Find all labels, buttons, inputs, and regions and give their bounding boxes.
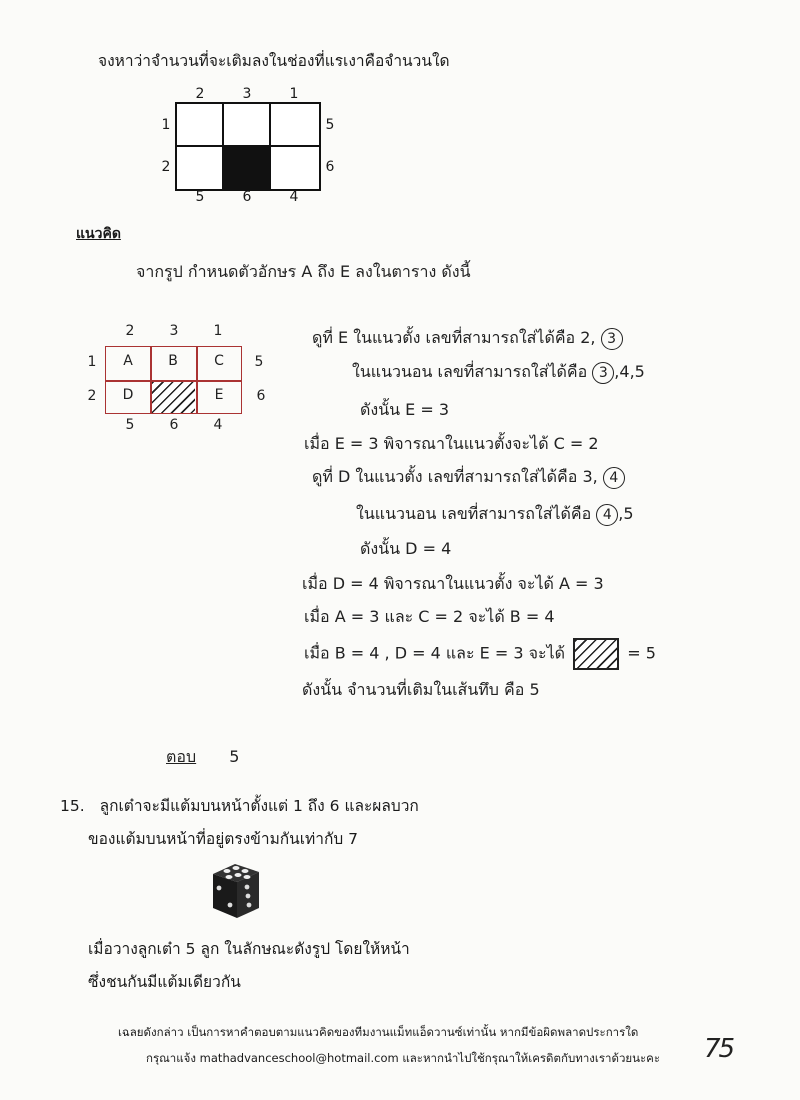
grid-cell bbox=[175, 145, 225, 191]
reasoning-line bbox=[356, 502, 634, 527]
circled-number: 4 bbox=[596, 504, 618, 526]
sketch-left-clue: 1 bbox=[87, 354, 97, 370]
sketch-right-clue: 6 bbox=[256, 388, 266, 404]
footer-note: เฉลยดังกล่าว เป็นการหาคำตอบตามแนวคิดของทีมงานแม็ทแอ็ดวานซ์เท่านั้น หากมีข้อผิดพลาดประการใด bbox=[118, 1025, 639, 1039]
reasoning-text: = 5 bbox=[627, 643, 656, 663]
bottom-clue: 5 bbox=[195, 189, 205, 205]
top-clue: 2 bbox=[195, 86, 205, 102]
reasoning-line: ดังนั้น จำนวนที่เติมในเส้นทึบ คือ 5 bbox=[302, 680, 540, 699]
reasoning-line: เมื่อ E = 3 พิจารณาในแนวตั้งจะได้ C = 2 bbox=[304, 434, 599, 453]
top-clue: 3 bbox=[242, 86, 252, 102]
reasoning-text: ดูที่ E ในแนวตั้ง เลขที่สามารถใส่ได้คือ 2, bbox=[312, 328, 596, 347]
page-number: 75 bbox=[704, 1034, 734, 1064]
sketch-bottom-clue: 5 bbox=[125, 417, 135, 433]
sketch-left-clue: 2 bbox=[87, 388, 97, 404]
right-clue: 6 bbox=[325, 159, 335, 175]
cell-letter: E bbox=[214, 387, 224, 403]
reasoning-text: ดูที่ D ในแนวตั้ง เลขที่สามารถใส่ได้คือ 3, bbox=[312, 467, 598, 486]
question-line: ลูกเต๋าจะมีแต้มบนหน้าตั้งแต่ 1 ถึง 6 และผลบวก bbox=[99, 797, 419, 815]
reasoning-line bbox=[352, 360, 645, 385]
reasoning-line bbox=[312, 465, 625, 490]
circled-number: 4 bbox=[603, 467, 625, 489]
bottom-clue: 4 bbox=[289, 189, 299, 205]
cell-letter: A bbox=[123, 353, 133, 369]
grid-cell bbox=[222, 102, 272, 148]
question-line: ของแต้มบนหน้าที่อยู่ตรงข้ามกันเท่ากับ 7 bbox=[88, 830, 358, 848]
sketch-top-clue: 1 bbox=[213, 323, 223, 339]
cell-letter: B bbox=[168, 353, 178, 369]
bottom-clue: 6 bbox=[242, 189, 252, 205]
question-line: เมื่อวางลูกเต๋า 5 ลูก ในลักษณะดังรูป โดยให้หน้า bbox=[88, 940, 410, 958]
sketch-bottom-clue: 6 bbox=[169, 417, 179, 433]
die-icon bbox=[205, 860, 265, 922]
intro-line: จากรูป กำหนดตัวอักษร A ถึง E ลงในตาราง ดังนี้ bbox=[136, 262, 471, 281]
shaded-cell bbox=[222, 145, 272, 191]
reasoning-text: ในแนวนอน เลขที่สามารถใส่ได้คือ bbox=[356, 504, 592, 523]
question-text: จงหาว่าจำนวนที่จะเติมลงในช่องที่แรเงาคือจำนวนใด bbox=[98, 52, 450, 70]
cell-letter: C bbox=[214, 353, 224, 369]
answer-label: ตอบ bbox=[166, 747, 197, 766]
reasoning-line: ดังนั้น D = 4 bbox=[360, 539, 452, 558]
question-15 bbox=[60, 793, 419, 818]
reasoning-text: เมื่อ B = 4 , D = 4 และ E = 3 จะได้ bbox=[304, 643, 566, 663]
reasoning-line: ดังนั้น E = 3 bbox=[360, 400, 450, 419]
question-line: ซึ่งชนกันมีแต้มเดียวกัน bbox=[88, 973, 241, 991]
right-clue: 5 bbox=[325, 117, 335, 133]
reasoning-line: เมื่อ D = 4 พิจารณาในแนวตั้ง จะได้ A = 3 bbox=[302, 574, 604, 593]
solution-heading: แนวคิด bbox=[76, 226, 121, 242]
circled-number: 3 bbox=[592, 362, 614, 384]
left-clue: 2 bbox=[161, 159, 171, 175]
reasoning-text: ,4,5 bbox=[614, 362, 645, 381]
sketch-top-clue: 2 bbox=[125, 323, 135, 339]
grid-cell bbox=[269, 102, 321, 148]
top-clue: 1 bbox=[289, 86, 299, 102]
reasoning-line: เมื่อ A = 3 และ C = 2 จะได้ B = 4 bbox=[304, 607, 555, 626]
sketch-bottom-clue: 4 bbox=[213, 417, 223, 433]
footer-contact: กรุณาแจ้ง mathadvanceschool@hotmail.com และหากนำไปใช้กรุณาให้เครดิตกับทางเราด้วยนะคะ bbox=[146, 1051, 661, 1065]
grid-cell bbox=[269, 145, 321, 191]
hatched-cell bbox=[152, 382, 195, 413]
reasoning-text: ในแนวนอน เลขที่สามารถใส่ได้คือ bbox=[352, 362, 588, 381]
reasoning-line bbox=[304, 638, 656, 670]
reasoning-text: ,5 bbox=[618, 504, 634, 523]
reasoning-line bbox=[312, 326, 623, 351]
answer-value: 5 bbox=[229, 747, 240, 766]
sketch-right-clue: 5 bbox=[254, 354, 264, 370]
circled-number: 3 bbox=[601, 328, 623, 350]
answer bbox=[166, 745, 239, 770]
grid-cell bbox=[175, 102, 225, 148]
cell-letter: D bbox=[122, 387, 134, 403]
left-clue: 1 bbox=[161, 117, 171, 133]
sketch-top-clue: 3 bbox=[169, 323, 179, 339]
question-number: 15. bbox=[60, 797, 85, 815]
hatched-box bbox=[573, 638, 619, 670]
